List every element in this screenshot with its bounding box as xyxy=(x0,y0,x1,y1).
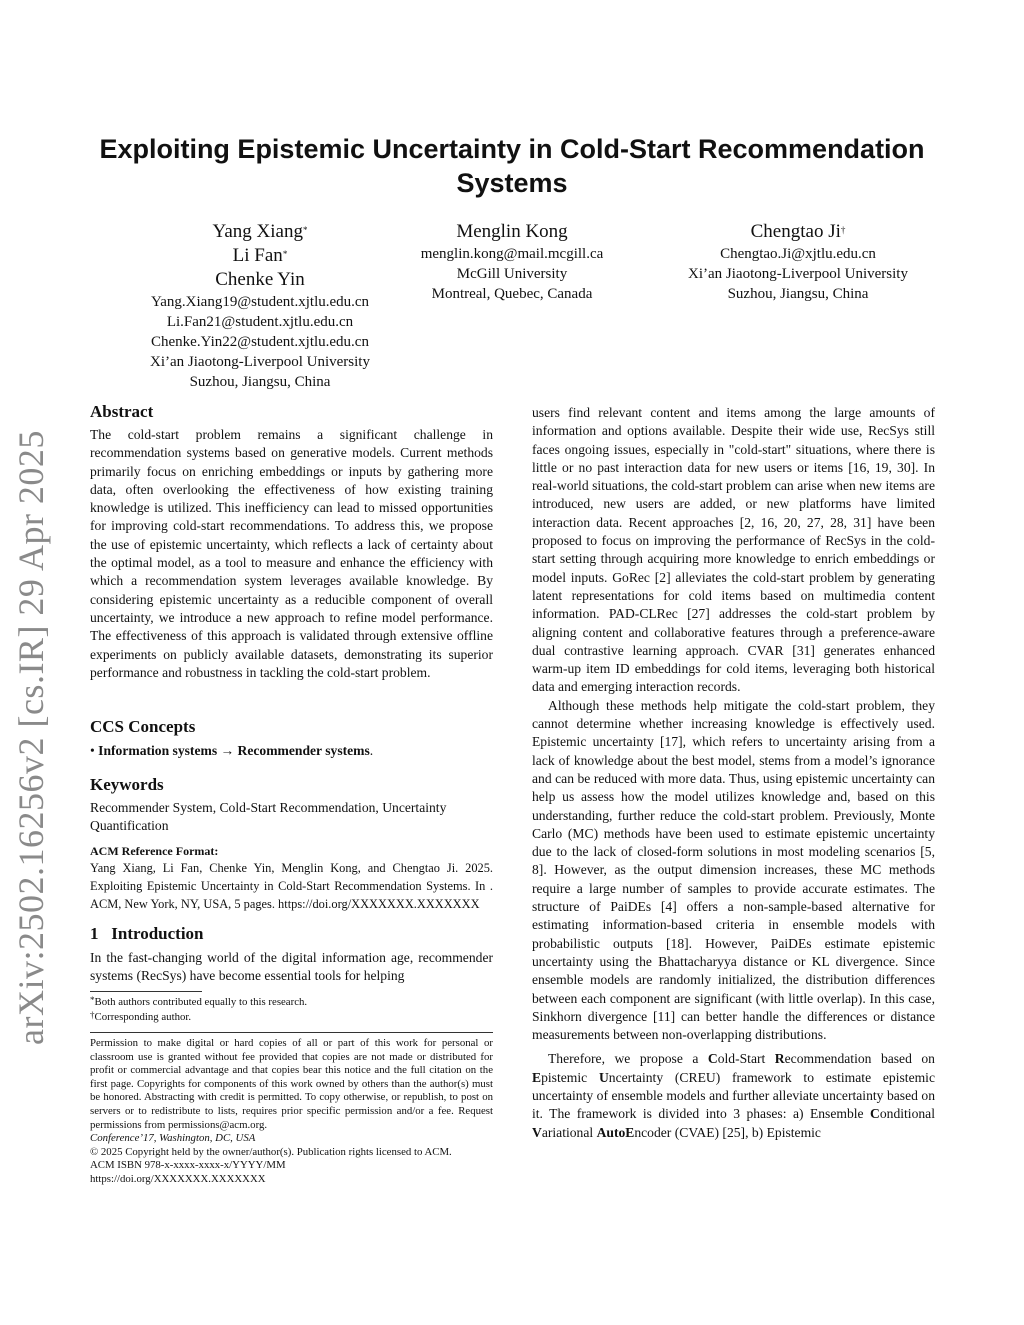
keywords-section xyxy=(90,774,493,836)
section-title: Introduction xyxy=(111,924,204,943)
introduction-paragraph: In the fast-changing world of the digital information age, recommender systems (RecSys) have become essential tools for helping xyxy=(90,950,493,984)
footnote xyxy=(90,995,493,1010)
corresponding-mark: † xyxy=(840,225,846,235)
author-affiliation: Xi’an Jiaotong-Liverpool University xyxy=(688,266,908,282)
footnote-mark: * xyxy=(90,995,95,1005)
text-run: ncertainty (CREU) framework to estimate epistemic uncertainty of ensemble models and further alleviate uncertainty based on it. The framework is divided into 3 phases: a) Ensemble xyxy=(532,1069,935,1122)
acronym-letter: V xyxy=(532,1124,542,1140)
text-run: onditional xyxy=(879,1106,935,1122)
ccs-concept: Recommender systems xyxy=(237,743,370,758)
author-affiliation: McGill University xyxy=(456,266,568,282)
footnotes xyxy=(90,991,493,1025)
reference-format-section xyxy=(90,843,493,913)
abstract-section xyxy=(90,401,493,682)
footnote-text: Both authors contributed equally to this research. xyxy=(94,996,308,1008)
author-location: Suzhou, Jiangsu, China xyxy=(727,286,869,302)
permission-rule xyxy=(90,1032,493,1033)
author-email: Li.Fan21@student.xjtlu.edu.cn xyxy=(166,314,354,330)
author-name: Yang Xiang xyxy=(212,221,303,242)
reference-format-heading: ACM Reference Format: xyxy=(90,844,219,858)
introduction-paragraph: users find relevant content and items among the large amounts of information and options available. Despite their wide use, RecSys still faces ongoing issues, especially in "cold-start" situations, where there is little or no past interaction data for new users or items [16, 19, 30]. In real-world situations, the cold-start problem can arise when new items are introduced, new users are added, or new platforms have limited interaction data. Recent approaches [2, 16, 20, 27, 28, 31] have been proposed to focus on improving the performance of RecSys in the cold-start setting through acquiring more knowledge to enrich embeddings or model inputs. GoRec [2] alleviates the cold-start problem by generating latent representations for cold items based on multimedia content information. PAD-CLRec [27] addresses the cold-start problem by aligning content and collaborative features through a preference-aware dual contrastive learning approach. CVAR [31] generates enhanced warm-up item ID embeddings for cold items, leveraging both historical data and emerging interaction records. xyxy=(532,405,935,695)
doi-link[interactable]: https://doi.org/XXXXXXX.XXXXXXX xyxy=(90,1172,266,1185)
arxiv-identifier: arXiv:2502.16256v2 [cs.IR] 29 Apr 2025 xyxy=(11,430,51,1045)
text-run: old-Start xyxy=(717,1051,775,1067)
reference-format-text: Yang Xiang, Li Fan, Chenke Yin, Menglin Kong, and Chengtao Ji. 2025. Exploiting Epistemic Uncertainty in Cold-Start Recommendation Systems. In . ACM, New York, NY, USA, 5 pages. https://doi.org/XXXXXXX.XXXXXXX xyxy=(90,861,493,911)
ccs-concepts xyxy=(90,742,493,760)
acronym-letter: E xyxy=(532,1069,542,1085)
text-run: Therefore, we propose a xyxy=(548,1051,708,1067)
author-location: Suzhou, Jiangsu, China xyxy=(189,374,331,390)
author-block-middle xyxy=(372,220,652,304)
acronym-letter: C xyxy=(870,1106,880,1122)
equal-contribution-mark: * xyxy=(302,225,308,235)
author-name: Li Fan xyxy=(232,245,283,266)
section-heading: Abstract xyxy=(90,402,154,421)
introduction-paragraph: Although these methods help mitigate the cold-start problem, they cannot determine whether increasing knowledge is effectively used. Epistemic uncertainty [17], which refers to uncertainty arising from a lack of knowledge about the best model, stems from a model’s ignorance and can be reduced with more data. Thus, using epistemic uncertainty can help us assess how the model utilizes knowledge and, based on this understanding, further reduce the cold-start problem. Previously, Monte Carlo (MC) methods have been used to estimate epistemic uncertainty due to the lack of closed-form solutions in most modeling scenarios [5, 8]. However, as the output dimension increases, these MC methods require a large number of samples to provide accurate estimates. The structure of PaiDEs [4] offers a non-sample-based alternative for estimating information-based criteria in ensemble models with probabilistic outputs [18]. However, PaiDEs estimate epistemic uncertainty using the Bhattacharyya distance or KL divergence. Since ensemble models are randomly initialized, the distribution differences between each component are significant (with little overlap). In this case, Sinkhorn divergence [11] can better handle the differences or distance measurements between non-overlapping distributions. xyxy=(532,697,935,1043)
bullet: • xyxy=(90,743,95,758)
footnote-rule xyxy=(90,991,202,992)
permission-block xyxy=(90,1032,493,1187)
text-run: ecommendation based on xyxy=(784,1051,935,1067)
permission-text: Permission to make digital or hard copies of all or part of this work for personal or classroom use is granted without fee provided that copies are not made or distributed for profit or commercial advantage and that copies bear this notice and the full citation on the first page. Copyrights for components of this work owned by others than the author(s) must be honored. Abstracting with credit is permitted. To copy otherwise, or republish, to post on servers or to redistribute to lists, requires prior specific permission and/or a fee. Request permissions from permissions@acm.org. xyxy=(90,1037,493,1131)
arrow-icon: → xyxy=(220,743,235,758)
acronym-letter: R xyxy=(774,1051,785,1067)
author-affiliation: Xi’an Jiaotong-Liverpool University xyxy=(150,354,370,370)
acronym-letter: C xyxy=(707,1051,718,1067)
author-name: Chengtao Ji xyxy=(750,221,841,242)
introduction-section xyxy=(90,923,493,986)
ccs-section xyxy=(90,716,493,760)
footnote-mark: † xyxy=(90,1010,95,1020)
equal-contribution-mark: * xyxy=(282,249,288,259)
text-run: ariational xyxy=(541,1124,597,1140)
text-run: pistemic xyxy=(541,1069,599,1085)
ccs-concept: Information systems xyxy=(98,743,218,758)
introduction-paragraph xyxy=(532,1050,935,1141)
right-column xyxy=(532,404,935,1142)
section-number: 1 xyxy=(90,924,99,943)
section-heading: Keywords xyxy=(90,775,164,794)
keywords-text: Recommender System, Cold-Start Recommendation, Uncertainty Quantification xyxy=(90,800,447,834)
isbn-line: ACM ISBN 978-x-xxxx-xxxx-x/YYYY/MM xyxy=(90,1159,286,1172)
conference-line: Conference’17, Washington, DC, USA xyxy=(90,1132,256,1145)
acronym-letter: AutoE xyxy=(596,1124,635,1140)
author-block-right xyxy=(638,220,958,304)
author-email: Yang.Xiang19@student.xjtlu.edu.cn xyxy=(150,294,370,310)
footnote xyxy=(90,1010,493,1025)
author-email: menglin.kong@mail.mcgill.ca xyxy=(420,246,604,262)
punctuation: . xyxy=(369,743,374,758)
text-run: ncoder (CVAE) [25], b) Epistemic xyxy=(634,1124,821,1140)
acronym-letter: U xyxy=(598,1069,609,1085)
author-email: Chenke.Yin22@student.xjtlu.edu.cn xyxy=(151,334,369,350)
footnote-text: Corresponding author. xyxy=(94,1011,192,1023)
author-location: Montreal, Quebec, Canada xyxy=(431,286,593,302)
author-name: Chenke Yin xyxy=(215,269,305,290)
section-heading: CCS Concepts xyxy=(90,717,196,736)
section-heading xyxy=(90,923,493,945)
abstract-text: The cold-start problem remains a significant challenge in recommendation systems based on generative models. Current methods primarily focus on enriching embeddings or inputs by gathering more data, often overlooking the effectiveness of how existing training knowledge is utilized. This inefficiency can lead to missed opportunities for improving cold-start recommendations. To address this, we propose the use of epistemic uncertainty, which reflects a lack of certainty about the optimal model, as a tool to measure and enhance the efficiency with which a recommendation system leverages available knowledge. By considering epistemic uncertainty as a reducible component of overall uncertainty, we introduce a new approach to refine model performance. The effectiveness of this approach is validated through extensive offline experiments on publicly available datasets, demonstrating its superior performance and robustness in tackling the cold-start problem. xyxy=(90,427,493,680)
author-email: Chengtao.Ji@xjtlu.edu.cn xyxy=(720,246,876,262)
copyright-line: © 2025 Copyright held by the owner/author(s). Publication rights licensed to ACM. xyxy=(90,1145,452,1158)
author-name: Menglin Kong xyxy=(456,221,568,242)
paper-title: Exploiting Epistemic Uncertainty in Cold-Start Recommendation Systems xyxy=(99,134,925,198)
